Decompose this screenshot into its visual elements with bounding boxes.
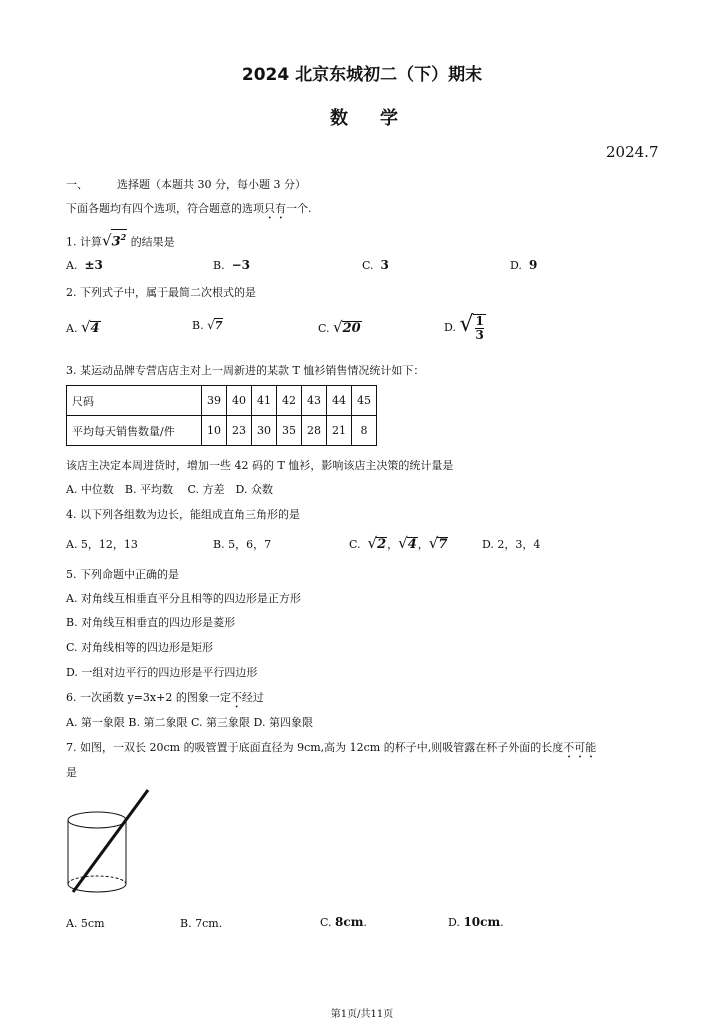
q1-option-d: D. 9 (510, 258, 538, 272)
q5-option-c: C. 对角线相等的四边形是矩形 (66, 641, 214, 654)
q4-option-d: D. 2，3，4 (482, 538, 541, 551)
row-head-count: 平均每天销售数量/件 (67, 416, 202, 446)
section-heading: 选择题（本题共 30 分，每小题 3 分） (117, 178, 306, 191)
q3-decision-text: 该店主决定本周进货时，增加一些 42 码的 T 恤衫，影响该店主决策的统计量是 (66, 459, 454, 472)
size-cell: 39 (202, 386, 227, 416)
q7-option-a: A. 5cm (66, 917, 105, 930)
q1-option-b: B. −3 (213, 258, 250, 272)
sales-table (66, 385, 377, 446)
size-cell: 45 (352, 386, 377, 416)
emphasis-only: 只有 (264, 202, 286, 215)
straw (73, 790, 148, 892)
q5-option-a: A. 对角线互相垂直平分且相等的四边形是正方形 (66, 592, 301, 605)
count-cell: 8 (352, 416, 377, 446)
page-footer: 第1页/共11页 (330, 1009, 394, 1020)
question-7: 7. 如图，一双长 20cm 的吸管置于底面直径为 9cm,高为 12cm 的杯子中,则吸管露在杯子外面的长度不可能 (66, 741, 597, 754)
q1-option-c: C. 3 (362, 258, 389, 272)
question-1: 1. 计算$√3^2$ 的结果是 (66, 229, 175, 249)
table-row (67, 416, 377, 446)
q7-option-c: C. 8cm. (320, 915, 367, 929)
q4-option-a: A. 5，12，13 (66, 538, 138, 551)
count-cell: 28 (302, 416, 327, 446)
count-cell: 35 (277, 416, 302, 446)
count-cell: 30 (252, 416, 277, 446)
cup-top-rim (68, 812, 126, 828)
question-3: 3. 某运动品牌专营店店主对上一周新进的某款 T 恤衫销售情况统计如下： (66, 364, 425, 377)
size-cell: 42 (277, 386, 302, 416)
q4-option-c: C. √2，√4，√7 (349, 534, 448, 552)
q7-option-d: D. 10cm. (448, 915, 504, 929)
q2-option-b: B. √7 (192, 318, 223, 332)
exam-date: 2024.7 (606, 143, 659, 161)
question-5: 5. 下列命题中正确的是 (66, 568, 179, 581)
question-2: 2. 下列式子中，属于最简二次根式的是 (66, 286, 256, 299)
question-4: 4. 以下列各组数为边长，能组成直角三角形的是 (66, 508, 300, 521)
exam-title: 2024 北京东城初二（下）期末 (241, 65, 483, 85)
q3-options: A. 中位数 B. 平均数 C. 方差 D. 众数 (66, 483, 273, 496)
emphasis-impossible: 不可能 (563, 741, 597, 754)
size-cell: 40 (227, 386, 252, 416)
q1-option-a: A. ±3 (66, 258, 103, 272)
count-cell: 10 (202, 416, 227, 446)
cup-bottom-back (68, 876, 126, 884)
size-cell: 43 (302, 386, 327, 416)
q4-option-b: B. 5，6，7 (213, 538, 272, 551)
q7-option-b: B. 7cm. (180, 917, 223, 930)
radical-sign: √ (102, 231, 112, 250)
question-7-line2: 是 (66, 766, 77, 779)
table-row (67, 386, 377, 416)
count-cell: 23 (227, 416, 252, 446)
cup-straw-diagram (60, 786, 160, 898)
q5-option-d: D. 一组对边平行的四边形是平行四边形 (66, 666, 258, 679)
row-head-size: 尺码 (67, 386, 202, 416)
subject-title: 数学 (330, 108, 430, 129)
q6-options: A. 第一象限 B. 第二象限 C. 第三象限 D. 第四象限 (66, 716, 313, 729)
q5-option-b: B. 对角线互相垂直的四边形是菱形 (66, 616, 236, 629)
q2-option-c: C. √20 (318, 318, 361, 336)
section-intro: 下面各题均有四个选项，符合题意的选项只有一个. (66, 202, 312, 215)
size-cell: 41 (252, 386, 277, 416)
count-cell: 21 (327, 416, 352, 446)
section-number: 一、 (66, 178, 88, 191)
size-cell: 44 (327, 386, 352, 416)
emphasis-not: 不 (230, 691, 242, 704)
q2-option-a: A. √4 (66, 318, 100, 336)
question-6: 6. 一次函数 y=3x+2 的图象一定不经过 (66, 691, 264, 704)
q2-option-d: D. √ $\frac{1}{3}$ (444, 312, 484, 342)
